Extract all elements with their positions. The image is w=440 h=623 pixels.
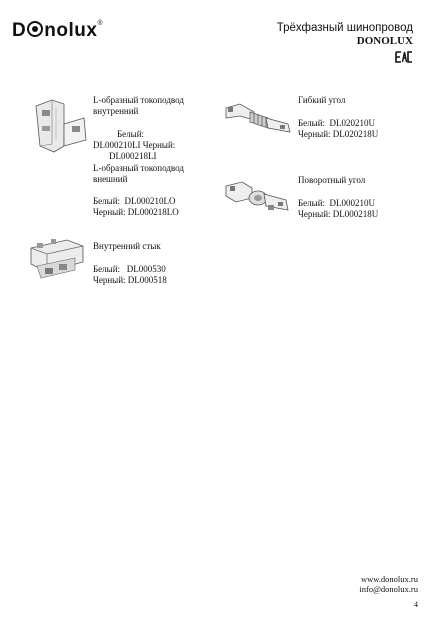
website-link[interactable]: www.donolux.ru: [360, 574, 418, 584]
white-code: DL000210U: [329, 198, 376, 208]
product-flexible-corner: [298, 95, 418, 140]
white-code: DL000210LO: [124, 196, 176, 206]
catalog-brand: DONOLUX: [356, 35, 413, 47]
email-link[interactable]: info@donolux.ru: [359, 584, 418, 594]
white-code: DL000530: [126, 264, 166, 274]
black-code: DL000218LO: [127, 207, 179, 217]
product-inner-joint: [93, 241, 223, 286]
black-label: Черный:: [142, 140, 176, 150]
black-label: Черный:: [93, 207, 126, 217]
catalog-title: Трёхфазный шинопровод: [276, 22, 413, 34]
product-l-inner: [93, 95, 223, 162]
eac-mark-icon: [395, 51, 413, 66]
logo-letter: D: [12, 20, 27, 41]
flexible-corner-image: [224, 98, 292, 143]
white-label: Белый:: [298, 198, 326, 208]
page-number: 4: [414, 600, 418, 609]
product-name: L-образный токоподвод: [93, 95, 184, 105]
black-label: Черный:: [298, 129, 331, 139]
brand-logo: [12, 20, 103, 42]
product-name: внешний: [93, 174, 128, 184]
white-label: Белый:: [117, 129, 145, 139]
product-name: Поворотный угол: [298, 175, 366, 185]
white-code: DL000210LI: [93, 140, 141, 150]
black-code: DL020218U: [332, 129, 379, 139]
product-name: L-образный токоподвод: [93, 163, 184, 173]
rotary-corner-image: [224, 178, 292, 223]
inner-joint-image: [27, 236, 87, 289]
logo-sun-icon: [27, 21, 43, 37]
registered-mark: ®: [97, 20, 104, 27]
logo-text: nolux: [44, 20, 98, 41]
black-label: Черный:: [93, 275, 126, 285]
product-name: Гибкий угол: [298, 95, 346, 105]
white-code: DL020210U: [329, 118, 376, 128]
white-label: Белый:: [93, 264, 121, 274]
l-inner-connector-image: [30, 96, 88, 163]
product-l-outer: [93, 163, 223, 218]
product-name: Внутренний стык: [93, 241, 161, 251]
black-label: Черный:: [298, 209, 331, 219]
black-code: DL000518: [127, 275, 167, 285]
black-code: DL000218LI: [109, 151, 157, 161]
product-rotary-corner: [298, 175, 418, 220]
black-code: DL000218U: [332, 209, 379, 219]
contacts: [359, 574, 418, 594]
white-label: Белый:: [298, 118, 326, 128]
white-label: Белый:: [93, 196, 121, 206]
product-name: внутренний: [93, 106, 139, 116]
